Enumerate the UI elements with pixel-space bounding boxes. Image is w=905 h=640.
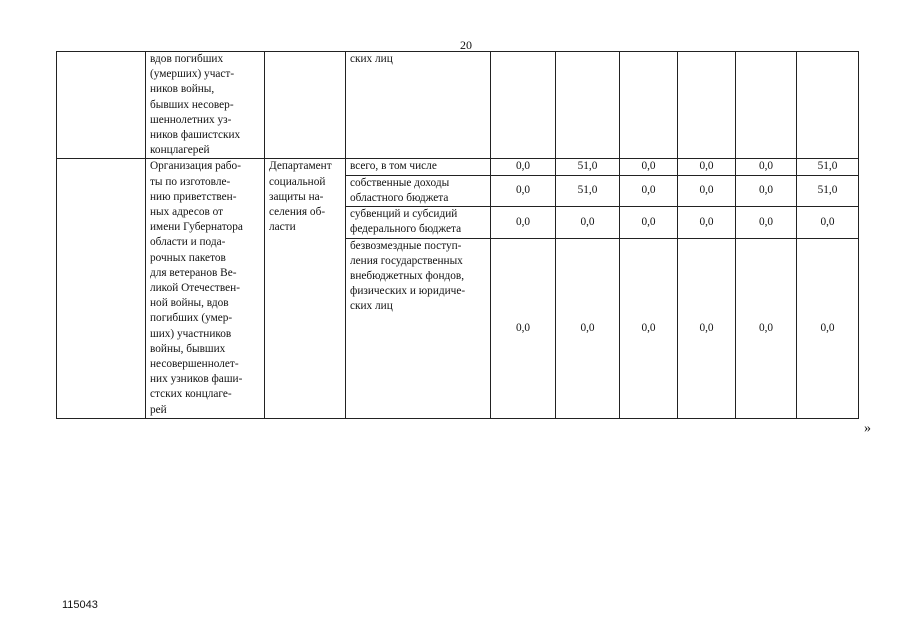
value-cell	[678, 52, 736, 159]
value-cell: 0,0	[678, 175, 736, 206]
source-cell: ских лиц	[346, 52, 491, 159]
value-cell: 0,0	[678, 238, 736, 418]
value-cell: 51,0	[556, 159, 620, 175]
index-cell	[57, 52, 146, 159]
table-row	[57, 159, 859, 175]
value-cell: 0,0	[797, 238, 859, 418]
value-cell: 0,0	[736, 159, 797, 175]
value-cell: 0,0	[736, 175, 797, 206]
value-cell: 0,0	[797, 207, 859, 238]
value-cell: 0,0	[491, 175, 556, 206]
value-cell	[797, 52, 859, 159]
source-cell: всего, в том числе	[346, 159, 491, 175]
program-table	[56, 51, 859, 419]
table-row	[57, 52, 859, 159]
value-cell: 51,0	[797, 159, 859, 175]
value-cell: 0,0	[620, 238, 678, 418]
executor-cell	[265, 52, 346, 159]
value-cell: 0,0	[620, 207, 678, 238]
source-cell: собственные доходы областного бюджета	[346, 175, 491, 206]
value-cell: 0,0	[678, 159, 736, 175]
closing-quote: »	[864, 421, 871, 436]
value-cell	[491, 52, 556, 159]
value-cell: 0,0	[620, 159, 678, 175]
value-cell: 0,0	[736, 238, 797, 418]
value-cell: 0,0	[556, 207, 620, 238]
source-cell: безвозмездные поступ- ления государственных внебюджетных фондов, физических и юридиче- ских лиц	[346, 238, 491, 418]
document-code: 115043	[62, 599, 98, 611]
value-cell: 0,0	[736, 207, 797, 238]
value-cell: 0,0	[491, 238, 556, 418]
page-number: 20	[460, 38, 472, 52]
executor-cell: Департамент социальной защиты на- селения об- ласти	[265, 159, 346, 418]
value-cell: 0,0	[491, 159, 556, 175]
value-cell	[736, 52, 797, 159]
measure-cell: Организация рабо- ты по изготовле- нию приветствен- ных адресов от имени Губернатора области и пода- рочных пакетов для ветеранов Ве- ликой Отечествен- ной войны, вдов погибших (умер- ших) участников войны, бывших несовершеннолет- них узников фаши- стских концлаге- рей	[146, 159, 265, 418]
index-cell	[57, 159, 146, 418]
value-cell: 0,0	[620, 175, 678, 206]
value-cell	[620, 52, 678, 159]
value-cell: 0,0	[678, 207, 736, 238]
value-cell: 0,0	[556, 238, 620, 418]
value-cell: 0,0	[491, 207, 556, 238]
measure-cell: вдов погибших (умерших) участ- ников войны, бывших несовер- шеннолетних уз- ников фашистских концлагерей	[146, 52, 265, 159]
value-cell: 51,0	[797, 175, 859, 206]
source-cell: субвенций и субсидий федерального бюджета	[346, 207, 491, 238]
value-cell: 51,0	[556, 175, 620, 206]
value-cell	[556, 52, 620, 159]
